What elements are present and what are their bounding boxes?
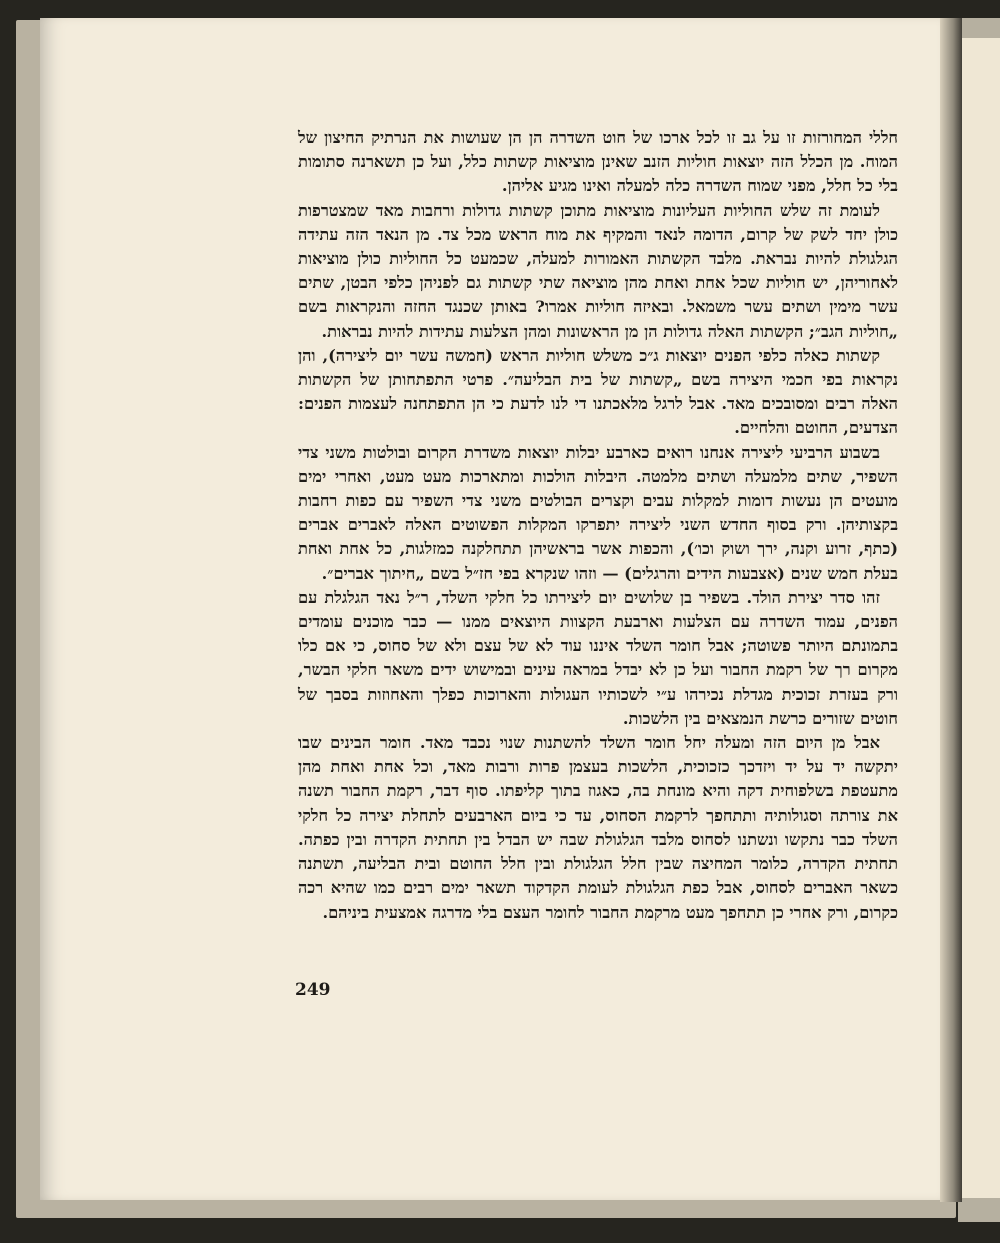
paragraph: זהו סדר יצירת הולד. בשפיר בן שלושים יום ליצירתו כל חלקי השלד, ר״ל נאד הגלגלת עם הפנים, עמוד השדרה עם הצלעות וארבעת הקצוות היוצאים ממנו — כבר מוכנים עומדים בתמונתם היותר פשוטה; אבל חומר השלד איננו עוד לא של עצם ולא של סחוס, כי אם כלו מקרום רך של רקמת החבור ועל כן לא יבדל במראה עינים ובמישוש ידים משאר חלקי הבשר, ורק בעזרת זכוכית מגדלת נכירהו ע״י לשכותיו העגולות והארוכות כפלך והאחוזות בסבך של חוטים שזורים כרשת הנמצאים בין הלשכות.: [298, 587, 898, 728]
body-text: [298, 126, 898, 925]
paragraph: אבל מן היום הזה ומעלה יחל חומר השלד להשתנות שנוי נכבד מאד. חומר הבינים שבו יתקשה יד על יד ויזדכך כזכוכית, הלשכות בעצמן פרות ורבות מאד, וכל אחת ואחת מהן מתעטפת בשלפוחית דקה והיא מונחת בה, כאגוז בתוך קליפתו. סוף דבר, רקמת החבור תשנה את צורתה וסגולותיה ותתחפך לרקמת הסחוס, עד כי ביום הארבעים לתחלת יצירה כל חלקי השלד כבר נתקשו ונשתנו לסחוס מלבד הגלגולת שבה יש הבדל בין תחתית הקדרה ובין כפתה. תחתית הקדרה, כלומר המחיצה שבין חלל הגלגולת ובין חלל החוטם ובית הבליעה, תשתנה כשאר האברים לסחוס, אבל כפת הגלגולת לעומת הקדקוד תשאר ימים רבים כמו שהיא רכה כקרום, ורק אחרי כן תתחפך מעט מרקמת החבור לחומר העצם בלי מדרגה אמצעית ביניהם.: [298, 733, 898, 922]
page-number: 249: [295, 980, 331, 1000]
paragraph: קשתות כאלה כלפי הפנים יוצאות ג״כ משלש חוליות הראש (חמשה עשר יום ליצירה), והן נקראות בפי חכמי היצירה בשם „קשתות של בית הבליעה״. פרטי התפתחותן של הקשתות האלה רבים ומסובכים מאד. אבל לרגל מלאכתנו די לנו לדעת כי הן התפתחנה לעצמות הפנים: הצדעים, החוטם והלחיים.: [298, 345, 898, 438]
book-gutter: [940, 18, 962, 1202]
paragraph: לעומת זה שלש החוליות העליונות מוציאות מתוכן קשתות גדולות ורחבות מאד שמצטרפות כולן יחד לשק של קרום, הדומה לנאד והמקיף את מוח הראש מכל צד. מן הנאד הזה עתידה הגלגולת להיות נבראת. מלבד הקשתות האמורות למעלה, שכמעט כל החוליות כולן מוציאות לאחוריהן, יש חוליות שכל אחת ואחת מהן מוציאה שתי קשתות גם לפניהן כלפי הבטן, שתים עשר מימין ושתים עשר משמאל. ובאיזה חוליות אמרו? באותן שכנגד החזה והנקראות בשם „חוליות הגב״; הקשתות האלה גדולות הן מן הראשונות ומהן הצלעות עתידות להיות נבראות.: [298, 200, 898, 341]
paragraph: בשבוע הרביעי ליצירה אנחנו רואים כארבע יבלות יוצאות משדרת הקרום ובולטות משני צדי השפיר, שתים מלמעלה ושתים מלמטה. היבלות הולכות ומתארכות מעט מעט, ואחרי ימים מועטים הן נעשות דומות למקלות עבים וקצרים הבולטים משני צדי השפיר עם כפות רחבות בקצותיהן. ורק בסוף החדש השני ליצירה יתפרקו המקלות הפשוטים האלה לאברים אברים (כתף, זרוע וקנה, ירך ושוק וכו׳), והכפות אשר בראשיהן תתחלקנה כמזלגות, כל אחת ואחת בעלת חמש שנים (אצבעות הידים והרגלים) — וזהו שנקרא בפי חז״ל בשם „חיתוך אברים״.: [298, 442, 898, 583]
facing-page-edge: [962, 38, 1000, 1198]
paragraph: חללי המחורזות זו על גב זו לכל ארכו של חוט השדרה הן הן שעושות את הנרתיק החיצון של המוח. מן הכלל הזה יוצאות חוליות הזנב שאינן מוציאות קשתות כלל, ועל כן תשארנה סתומות בלי כל חלל, מפני שמוח השדרה כלה למעלה ואינו מגיע אליהן.: [298, 128, 898, 196]
